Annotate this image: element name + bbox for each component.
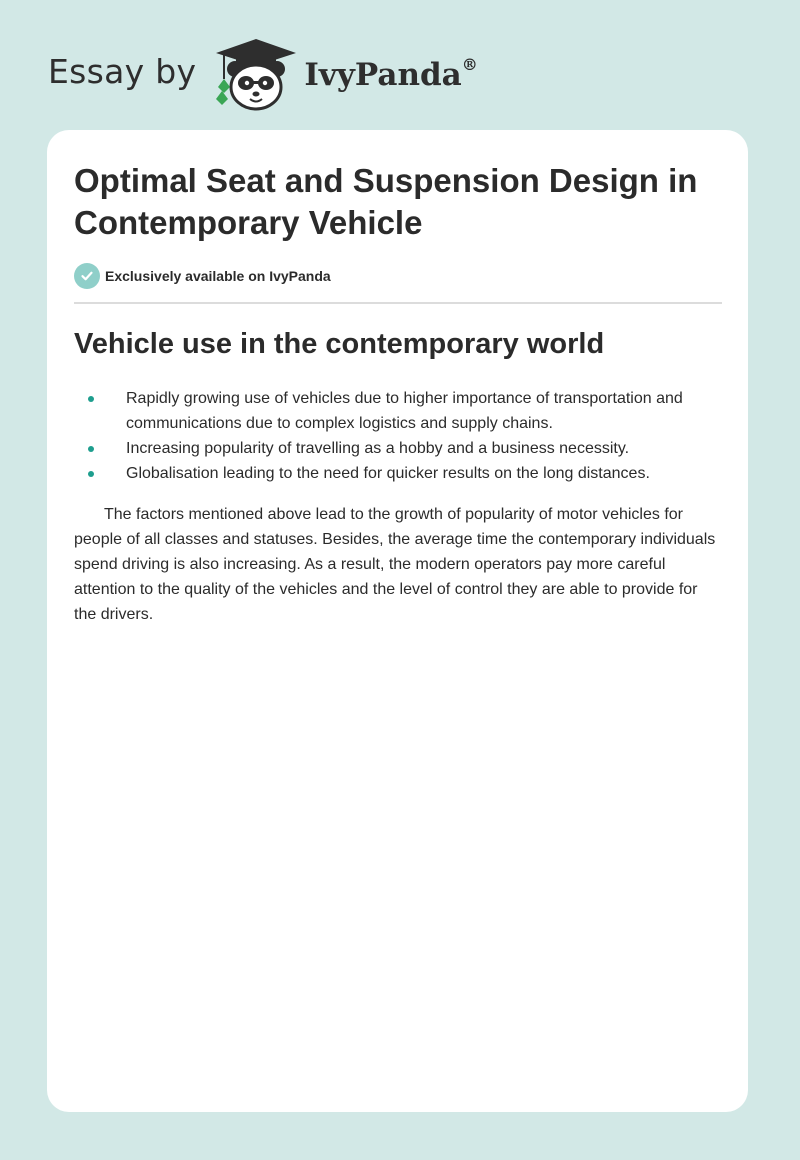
bullet-dot-icon	[88, 396, 94, 402]
badge-text: Exclusively available on IvyPanda	[105, 268, 331, 284]
bullet-dot-icon	[88, 446, 94, 452]
divider	[74, 302, 722, 304]
list-item	[74, 461, 714, 486]
panda-logo-icon	[210, 35, 302, 113]
section-heading: Vehicle use in the contemporary world	[74, 328, 605, 360]
brand-name	[304, 57, 477, 93]
bullet-dot-icon	[88, 471, 94, 477]
list-item-text: Increasing popularity of travelling as a hobby and a business necessity.	[126, 440, 630, 457]
exclusive-badge	[74, 263, 331, 289]
list-item-text: Rapidly growing use of vehicles due to higher importance of transportation and communications due to complex logistics and supply chains.	[126, 390, 683, 432]
brand-text: IvyPanda	[304, 57, 462, 93]
site-header	[48, 34, 478, 114]
page-title: Optimal Seat and Suspension Design in Contemporary Vehicle	[74, 162, 698, 241]
check-circle-icon	[74, 263, 100, 289]
list-item	[74, 436, 714, 461]
list-item	[74, 386, 714, 436]
list-item-text: Globalisation leading to the need for quicker results on the long distances.	[126, 465, 650, 482]
essay-by-label: Essay by	[48, 51, 197, 91]
body-paragraph: The factors mentioned above lead to the growth of popularity of motor vehicles for people of all classes and statuses. Besides, the average time the contemporary individuals spend driving is also increasing. As a result, the modern operators pay more careful attention to the quality of the vehicles and the level of control they are able to provide for the drivers.	[74, 506, 716, 623]
document-card	[47, 130, 748, 1112]
bullet-list	[74, 386, 714, 486]
registered-mark: ®	[461, 55, 478, 74]
